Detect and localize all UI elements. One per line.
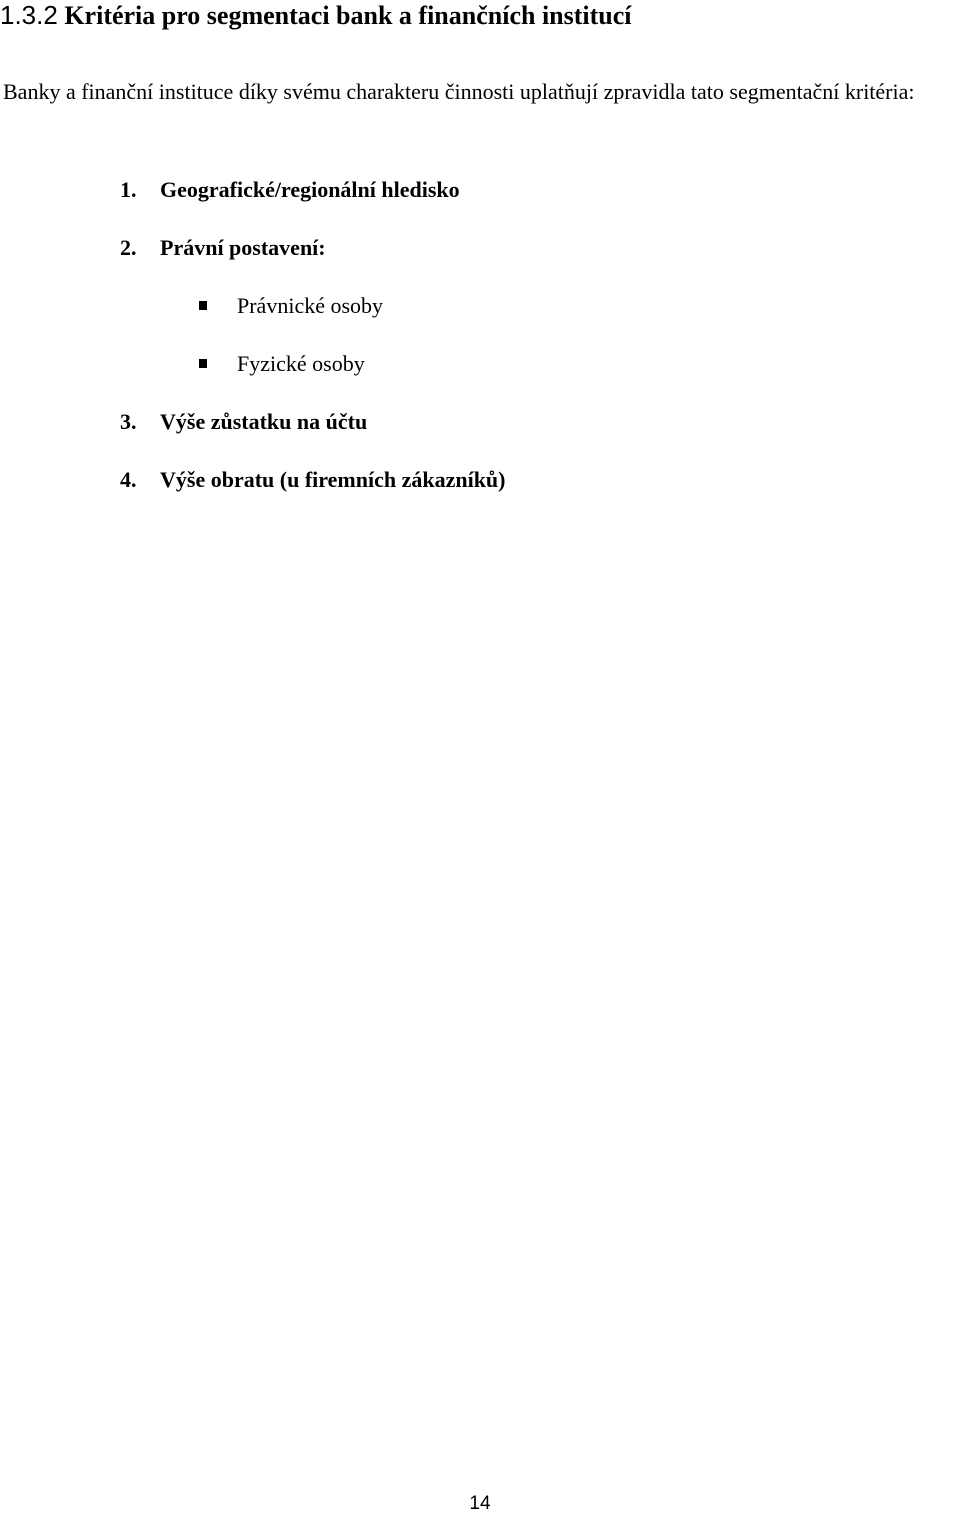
criteria-label: Výše obratu (u firemních zákazníků) [160,467,506,492]
section-title: Kritéria pro segmentaci bank a finančních institucí [64,1,632,30]
page-number: 14 [469,1493,491,1514]
criteria-number: 3. [120,409,137,434]
legal-form-label: Fyzické osoby [237,351,365,376]
criteria-number: 4. [120,467,137,492]
criteria-label: Výše zůstatku na účtu [160,409,368,434]
section-heading [0,0,632,31]
square-bullet-icon [199,301,207,310]
criteria-number: 2. [120,235,137,260]
criteria-label: Právní postavení: [160,235,326,260]
section-number: 1.3.2 [0,0,58,30]
legal-form-label: Právnické osoby [237,293,384,318]
criteria-number: 1. [120,177,137,202]
intro-paragraph: Banky a finanční instituce díky svému charakteru činnosti uplatňují zpravidla tato segmentační kritéria: [3,79,915,104]
square-bullet-icon [199,359,207,368]
criteria-label: Geografické/regionální hledisko [160,177,460,202]
